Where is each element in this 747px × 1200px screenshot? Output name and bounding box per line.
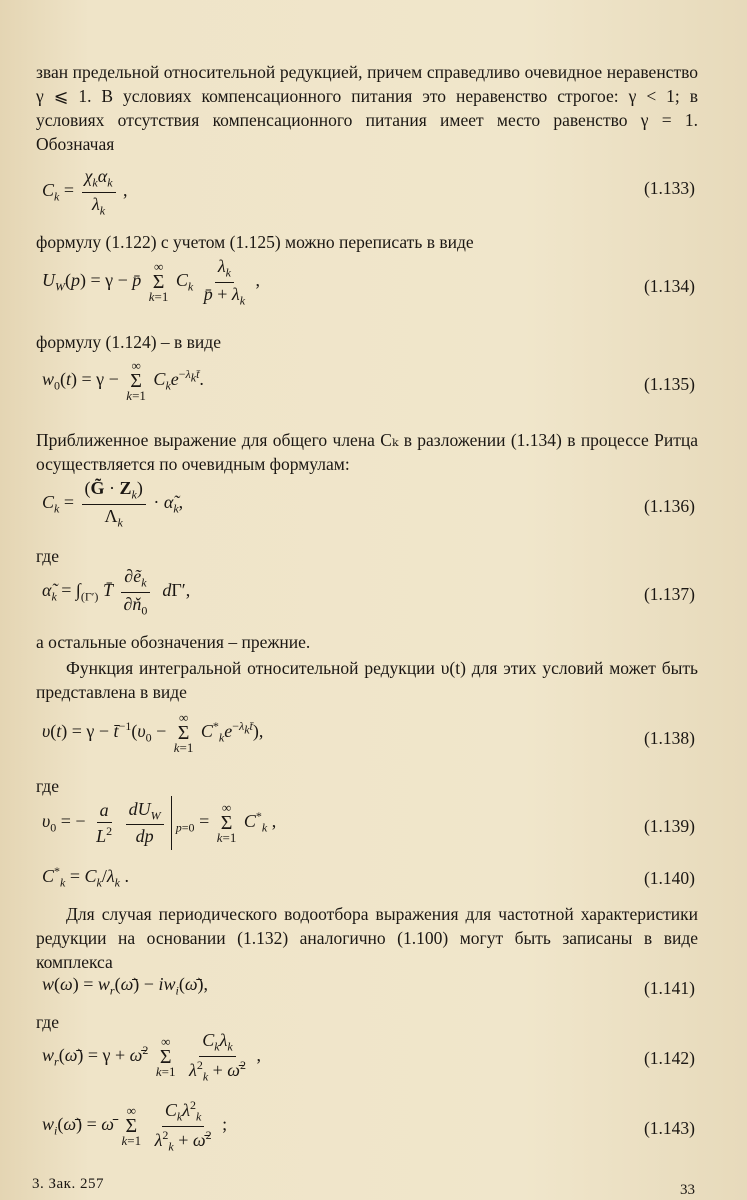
paragraph-after-134: формулу (1.124) – в виде: [36, 332, 221, 352]
equation-number-1-133: (1.133): [643, 178, 695, 198]
paragraph-function-v: Функция интегральной относительной редукции υ(t) для этих условий может быть представлена в виде: [36, 658, 698, 702]
equation-number-1-142: (1.142): [643, 1048, 695, 1068]
paragraph-gde-3: где: [36, 1012, 59, 1032]
paragraph-after-133: формулу (1.122) с учетом (1.125) можно переписать в виде: [36, 232, 474, 252]
signature-mark: 3. Зак. 257: [32, 1176, 104, 1192]
equation-number-1-139: (1.139): [643, 816, 695, 836]
equation-1-143: $w_i(\omegā)$ = ω̄ ∞ Σ k=1 $\frac{C_k\lambda^2_k}{\lambda^2_k + \omegā^2}$ ;: [42, 1098, 228, 1154]
equation-1-140: $C^*_k = C_k/\lambda_k$ .: [42, 864, 129, 890]
equation-number-1-138: (1.138): [643, 728, 695, 748]
equation-1-138: $\upsilon(t) = \gamma - t̄^{-1}(\upsilon_0$ − ∞ Σ k=1 $C^*_ke^{-\lambda_kt̄}$),: [42, 710, 264, 755]
paragraph-gde-2: где: [36, 776, 59, 796]
paragraph-intro: зван предельной относительной редукцией, причем справедливо очевидное неравенство γ ⩽ 1. В условиях компенсационного питания это неравенство строгое: γ < 1; в условиях отсутствия компенсационного питания имеет место равенство γ = 1. Обозначая: [36, 62, 698, 154]
page-number: 33: [680, 1182, 695, 1198]
equation-number-1-136: (1.136): [643, 496, 695, 516]
equation-number-1-134: (1.134): [643, 276, 695, 296]
equation-1-135: $w_0(t) = \gamma$ − ∞ Σ k=1 $C_ke^{-\lambda_kt̄}$.: [42, 358, 204, 403]
equation-1-139: $\upsilon_0$ = − $\frac{a}{L^2}$ $\frac{dU_W}{dp}$ $_{p=0}$ = ∞ Σ k=1 $C^*_k$ ,: [42, 796, 276, 856]
equation-number-1-135: (1.135): [643, 374, 695, 394]
equation-number-1-137: (1.137): [643, 584, 695, 604]
equation-1-134: $U_W(p) = \gamma$ − p̄ ∞ Σ k=1 $C_k$ $\frac{\lambda_k}{p̄ + \lambda_k}$ ,: [42, 256, 261, 308]
paragraph-after-135: Приближенное выражение для общего члена Cₖ в разложении (1.134) в процессе Ритца осуществляется по очевидным формулам:: [36, 430, 698, 474]
equation-1-136: $C_k$ = $\frac{(G̃ \cdot Z_k)}{\Lambda_k}$ · $\alphã_k$,: [42, 478, 184, 530]
paragraph-after-137: а остальные обозначения – прежние.: [36, 632, 311, 652]
equation-1-142: $w_r(\omegā) = \gamma$ + ω̄$^2$ ∞ Σ k=1 $\frac{C_k\lambda_k}{\lambda^2_k + \omegā^2}$ ,: [42, 1030, 262, 1084]
paragraph-gde-1: где: [36, 546, 59, 566]
equation-1-137: $\alphã_k = \int_{(\Gamma')}$ T̄ $\frac{\partial ẽ_k}{\partial ň_0}$ dΓ′,: [42, 566, 191, 618]
equation-number-1-141: (1.141): [643, 978, 695, 998]
equation-number-1-140: (1.140): [643, 868, 695, 888]
equation-number-1-143: (1.143): [643, 1118, 695, 1138]
paragraph-periodic: Для случая периодического водоотбора выражения для частотной характеристики редукции на основании (1.132) аналогично (1.100) могут быть записаны в виде комплекса: [36, 904, 698, 972]
equation-1-141: $w(\omega) = w_r(\omegā)$ − $iw_i(\omegā)$,: [42, 974, 209, 998]
equation-1-133: $C_k$ = $\frac{\chi_k\alpha_k}{\lambda_k}$ ,: [42, 166, 128, 218]
